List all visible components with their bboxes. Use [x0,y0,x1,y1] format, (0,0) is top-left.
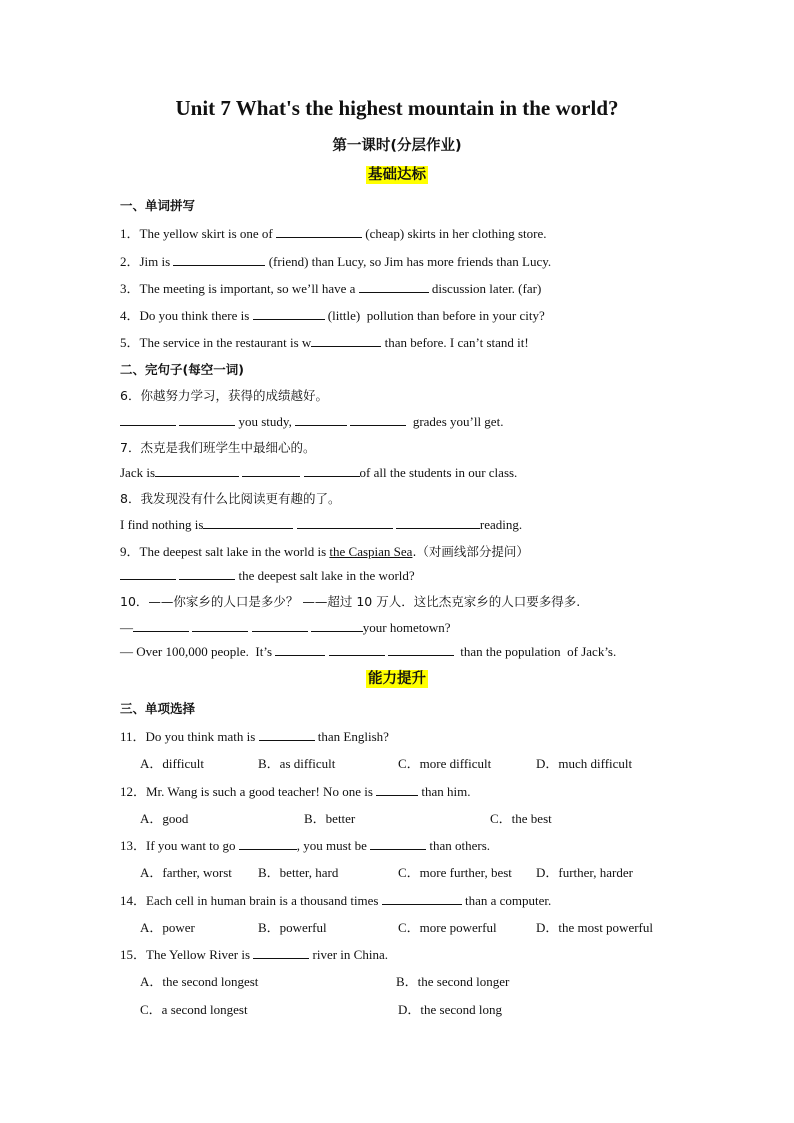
q15-stem-pre: 15．The Yellow River is [120,947,254,962]
question-6-answer [120,413,503,430]
section-heading-3: 三、单项选择 [120,701,196,716]
question-14 [120,890,551,909]
q10-dash-1: — [120,620,133,635]
badge-advanced: 能力提升 [368,671,426,687]
q15-option-c[interactable]: C．a second longest [140,1002,248,1017]
q10-blank-3[interactable] [252,619,308,632]
question-8-answer [120,516,522,533]
question-13 [120,835,490,854]
q11-option-b[interactable]: B．as difficult [258,756,336,771]
q10-blank-5[interactable] [275,643,325,656]
page-title: Unit 7 What's the highest mountain in the world? [175,96,619,120]
q14-option-a[interactable]: A．power [140,920,195,935]
q4-text-pre: 4．Do you think there is [120,308,253,323]
q10-blank-6[interactable] [329,643,385,656]
q10-line1-text: your hometown? [362,620,451,635]
q3-text-pre: 3．The meeting is important, so we’ll have a [120,281,359,296]
q15-option-a[interactable]: A．the second longest [140,974,259,989]
q8-chinese: 8．我发现没有什么比阅读更有趣的了。 [120,491,341,506]
question-5 [120,332,529,351]
q4-blank[interactable] [253,307,325,320]
q11-stem-post: than English? [314,729,389,744]
q8-blank-1[interactable] [203,516,293,529]
page-subtitle: 第一课时(分层作业) [332,138,462,154]
q9-blank-2[interactable] [179,567,235,580]
question-10-line-1 [120,619,450,636]
q8-blank-3[interactable] [396,516,480,529]
q8-text-post: reading. [479,517,523,532]
q6-blank-3[interactable] [295,413,347,426]
q11-blank[interactable] [259,728,315,741]
q10-blank-2[interactable] [192,619,248,632]
q8-blank-2[interactable] [297,516,393,529]
q12-stem-post: than him. [418,784,471,799]
q10-line2-pre: — Over 100,000 people. It’s [120,644,276,659]
q9-blank-1[interactable] [120,567,176,580]
question-3 [120,278,541,297]
q15-option-d[interactable]: D．the second long [398,1002,502,1017]
q7-text-post: of all the students in our class. [359,465,518,480]
q6-blank-2[interactable] [179,413,235,426]
q9-answer-text: the deepest salt lake in the world? [235,568,415,583]
q1-text-pre: 1．The yellow skirt is one of [120,226,276,241]
question-11 [120,726,389,745]
q13-option-c[interactable]: C．more further, best [398,865,512,880]
q12-option-a[interactable]: A．good [140,811,189,826]
q10-blank-1[interactable] [133,619,189,632]
question-1 [120,223,546,242]
badge-basic: 基础达标 [368,167,426,183]
q15-stem-post: river in China. [309,947,388,962]
q14-option-d[interactable]: D．the most powerful [536,920,653,935]
q6-blank-4[interactable] [350,413,406,426]
q5-blank[interactable] [311,334,381,347]
q2-text-post: (friend) than Lucy, so Jim has more friends than Lucy. [265,254,552,269]
q6-text-post: grades you’ll get. [409,414,504,429]
q13-blank-1[interactable] [239,837,297,850]
q14-blank[interactable] [382,892,462,905]
question-10-line-2 [120,643,616,660]
q3-text-post: discussion later. (far) [428,281,542,296]
q2-blank[interactable] [173,253,265,266]
q11-stem-pre: 11．Do you think math is [120,729,259,744]
q11-option-a[interactable]: A．difficult [140,756,205,771]
q10-blank-4[interactable] [311,619,363,632]
badge-advanced-wrap [0,667,794,688]
q4-text-post: (little) pollution than before in your city? [324,308,545,323]
badge-basic-wrap [0,163,794,184]
q10-blank-7[interactable] [388,643,454,656]
q12-option-b[interactable]: B．better [304,811,356,826]
question-15 [120,944,388,963]
q6-blank-1[interactable] [120,413,176,426]
q7-blank-3[interactable] [304,464,360,477]
question-9-answer [120,567,415,584]
q7-chinese: 7．杰克是我们班学生中最细心的。 [120,440,316,455]
q6-chinese: 6．你越努力学习，获得的成绩越好。 [120,388,328,403]
q2-text-pre: 2．Jim is [120,254,174,269]
q5-text-pre: 5．The service in the restaurant is w [120,335,312,350]
q12-option-c[interactable]: C．the best [490,811,552,826]
question-2 [120,251,551,270]
q14-stem-post: than a computer. [461,893,552,908]
q3-blank[interactable] [359,280,429,293]
q6-text-mid: you study, [235,414,296,429]
q11-option-c[interactable]: C．more difficult [398,756,492,771]
q10-chinese: 10．——你家乡的人口是多少？ ——超过 10 万人．这比杰克家乡的人口要多得多. [120,594,581,609]
question-9 [120,541,529,560]
question-12 [120,781,471,800]
q7-blank-1[interactable] [155,464,239,477]
q11-option-d[interactable]: D．much difficult [536,756,633,771]
question-4 [120,305,545,324]
q1-blank[interactable] [276,225,362,238]
q7-blank-2[interactable] [242,464,300,477]
q15-blank[interactable] [253,946,309,959]
q9-underlined-phrase: the Caspian Sea [329,544,413,559]
q13-option-d[interactable]: D．further, harder [536,865,633,880]
section-heading-2: 二、完句子(每空一词) [120,362,244,377]
section-heading-1: 一、单词拼写 [120,198,196,213]
q7-text-pre: Jack is [120,465,156,480]
q13-option-b[interactable]: B．better, hard [258,865,339,880]
q9-text-pre: 9．The deepest salt lake in the world is [120,544,330,559]
q14-stem-pre: 14．Each cell in human brain is a thousand times [120,893,382,908]
q5-text-post: than before. I can’t stand it! [381,335,529,350]
q13-stem-pre: 13．If you want to go [120,838,239,853]
q10-line2-post: than the population of Jack’s. [457,644,617,659]
question-7-answer [120,464,517,481]
q13-blank-2[interactable] [370,837,426,850]
q13-stem-mid: , you must be [296,838,371,853]
q13-stem-post: than others. [426,838,491,853]
q1-text-post: (cheap) skirts in her clothing store. [361,226,547,241]
q12-blank[interactable] [376,783,418,796]
q13-option-a[interactable]: A．farther, worst [140,865,232,880]
q8-text-pre: I find nothing is [120,517,204,532]
q15-option-b[interactable]: B．the second longer [396,974,510,989]
q14-option-b[interactable]: B．powerful [258,920,327,935]
q14-option-c[interactable]: C．more powerful [398,920,497,935]
q12-stem-pre: 12．Mr. Wang is such a good teacher! No one is [120,784,377,799]
q9-text-post: .（对画线部分提问） [412,544,529,559]
